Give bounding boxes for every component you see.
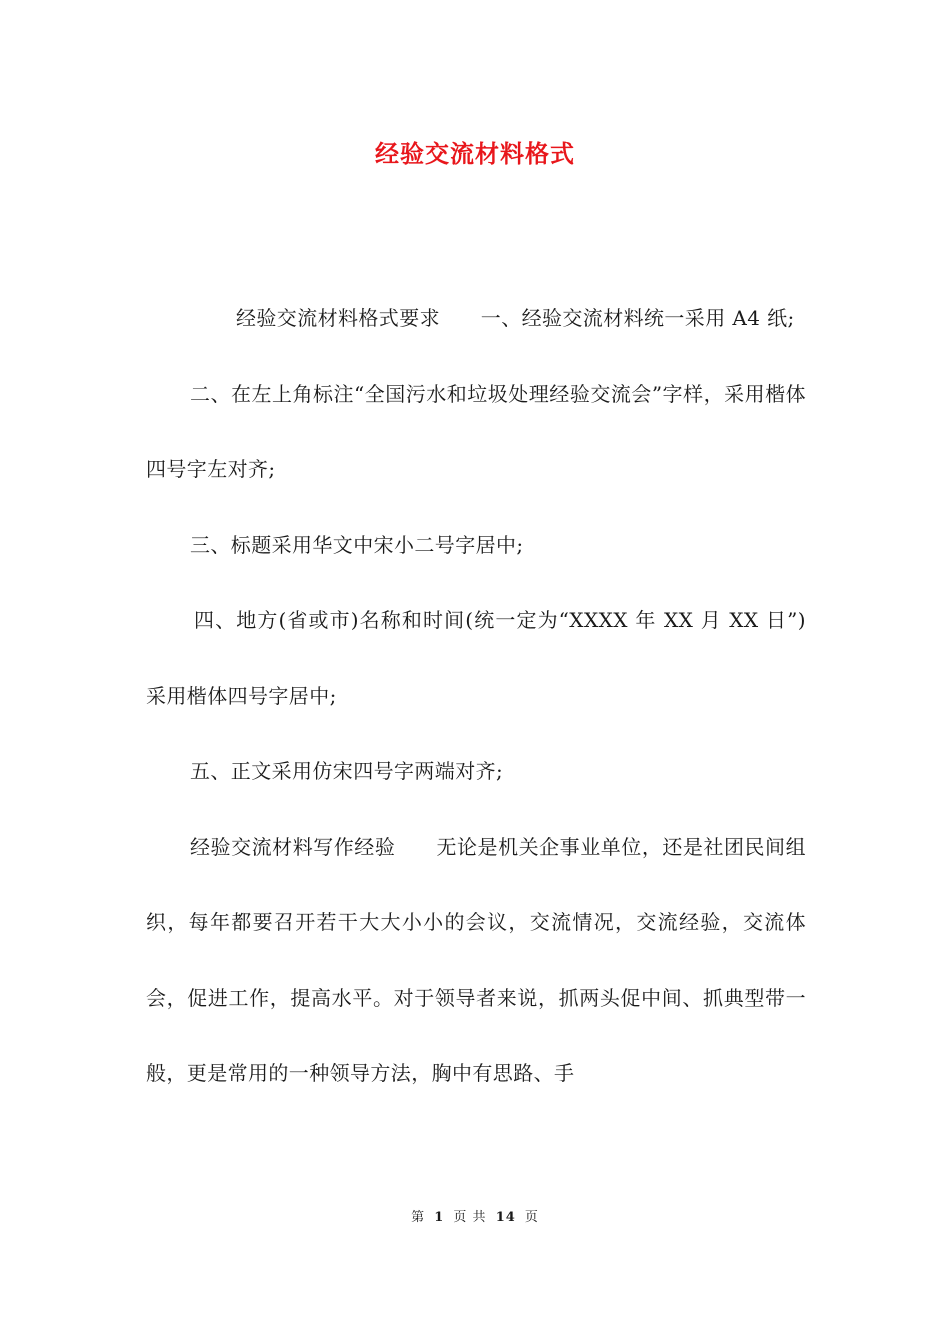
page-footer [0,1209,950,1227]
paragraph-rule-two: 二、在左上角标注“全国污水和垃圾处理经验交流会”字样，采用楷体四号字左对齐; [146,381,806,481]
paragraph-format-requirements: 经验交流材料格式要求 一、经验交流材料统一采用 A4 纸; [236,306,795,330]
footer-middle: 页 共 [453,1210,487,1225]
footer-suffix: 页 [524,1210,539,1225]
footer-total-pages: 14 [495,1210,516,1225]
footer-current-page: 1 [434,1210,445,1225]
paragraph-rule-four: 四、地方(省或市)名称和时间(统一定为“XXXX 年 XX 月 XX 日”)采用楷体四号字居中; [146,608,806,708]
paragraph-writing-experience: 经验交流材料写作经验 无论是机关企事业单位，还是社团民间组织，每年都要召开若干大大小小的会议，交流情况，交流经验，交流体会，促进工作，提高水平。对于领导者来说，抓两头促中间、抓典型带一般，更是常用的一种领导方法，胸中有思路、手 [146,834,806,1085]
paragraph-rule-five: 五、正文采用仿宋四号字两端对齐; [190,759,504,783]
document-title: 经验交流材料格式 [375,139,575,168]
document-body [146,281,806,1112]
footer-prefix: 第 [411,1210,426,1225]
paragraph-rule-three: 三、标题采用华文中宋小二号字居中; [190,532,524,557]
